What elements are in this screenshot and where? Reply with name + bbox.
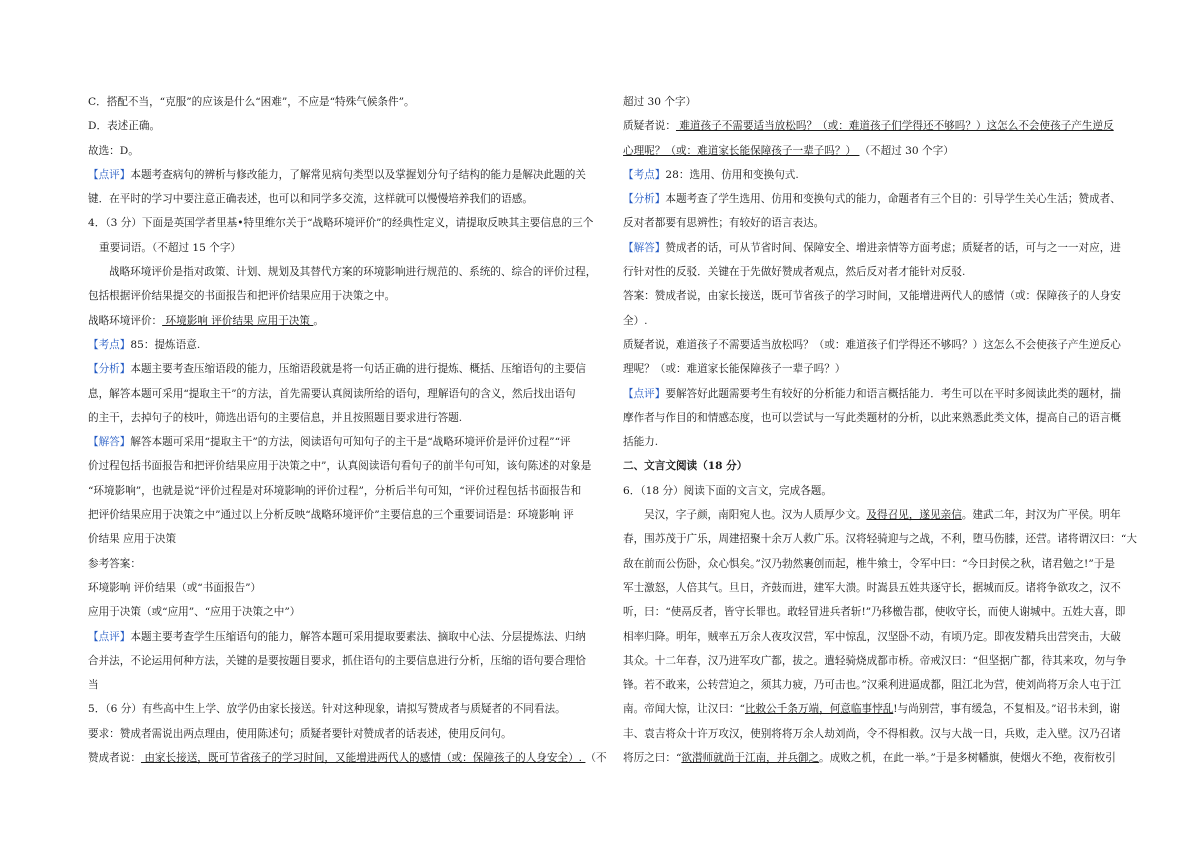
text-line [623, 479, 1133, 503]
text-line [623, 527, 1137, 551]
text-line [88, 625, 598, 649]
text-segment: 本题考查了学生选用、仿用和变换句式的能力，命题者有三个目的：引导学生关心生活；赞成者、 [665, 193, 1121, 206]
text-line [88, 649, 598, 673]
text-segment: 的主干，去掉句子的枝叶，筛选出语句的主要信息，并且按照题目要求进行答题. [88, 411, 463, 424]
text-line [623, 722, 1133, 746]
text-segment: 行针对性的反驳．关键在于先做好赞成者观点，然后反对者才能针对反驳. [623, 266, 966, 279]
text-line [623, 309, 1133, 333]
underlined-text: 由家长接送，既可节省孩子的学习时间，又能增进两代人的感情（或：保障孩子的人身安全）. [140, 752, 586, 765]
text-segment: 相率归降。明年，贼率五万余人夜攻汉营，军中惊乱，汉坚卧不动，有顷乃定。即夜发精兵出营突击，大破 [623, 630, 1121, 643]
text-segment: “环境影响”，也就是说“评价过程是对环境影响的评价过程”，分析后半句可知，“评价过程包括书面报告和 [88, 484, 582, 497]
section-tag: 【点评】 [88, 168, 131, 181]
section-tag: 【分析】 [88, 363, 131, 376]
text-segment: 键．在平时的学习中要注意正确表述，也可以和同学多交流，这样就可以慢慢培养我们的语感。 [88, 193, 533, 206]
text-line [623, 625, 1133, 649]
text-line [623, 187, 1133, 211]
text-line [623, 406, 1133, 430]
text-segment: D．表述正确。 [88, 120, 161, 133]
text-line [88, 552, 598, 576]
section-tag: 【考点】 [623, 168, 666, 181]
text-segment: 全）. [623, 314, 648, 327]
text-segment: 理呢？（或：难道家长能保障孩子一辈子吗？） [623, 363, 846, 376]
text-line [623, 139, 1133, 163]
text-line [623, 382, 1133, 406]
text-segment: 。建武二年，封汉为广平侯。明年 [961, 509, 1121, 522]
text-segment: 春，围苏茂于广乐，周建招聚十余万人救广乐。汉将轻骑迎与之战，不利，堕马伤膝，还营。诸将谓汉曰：“大 [623, 533, 1137, 546]
text-line [623, 454, 1133, 478]
text-line [623, 746, 1133, 770]
section-tag: 【分析】 [623, 193, 666, 206]
text-line [88, 600, 598, 624]
text-line [623, 211, 1133, 235]
text-line [88, 527, 598, 551]
text-line [88, 333, 598, 357]
text-line [88, 454, 598, 478]
text-line [623, 260, 1133, 284]
section-tag: 【解答】 [623, 241, 666, 254]
text-line [623, 697, 1133, 721]
text-line [623, 576, 1133, 600]
text-line [88, 479, 598, 503]
text-line [623, 673, 1133, 697]
section-tag: 【点评】 [623, 387, 666, 400]
text-segment: 反对者都要有思辨性；有较好的语言表达。 [623, 217, 825, 230]
text-line [623, 552, 1133, 576]
text-segment: 锋。若不敢来，公转营迫之，须其力疲，乃可击也。”汉乘利进逼成都，阻江北为营，使刘尚将万余人屯于江 [623, 679, 1122, 692]
text-segment: 赞成者的话，可从节省时间、保障安全、增进亲情等方面考虑；质疑者的话，可与之一一对应，进 [665, 241, 1121, 254]
underlined-text: 环境影响 评价结果 应用于决策 [162, 314, 314, 327]
text-segment: 85：提炼语意. [130, 338, 201, 351]
text-line [88, 187, 598, 211]
underlined-text: 难道孩子不需要适当放松吗？（或：难道孩子们学得还不够吗？）这怎么不会使孩子产生逆反 [675, 120, 1114, 133]
text-segment: 要解答好此题需要考生有较好的分析能力和语言概括能力．考生可以在平时多阅读此类的题材，揣 [665, 387, 1121, 400]
text-segment: （不超过 30 个字） [859, 144, 954, 157]
text-segment: 4．（3 分）下面是英国学者里基•特里维尔关于“战略环境评价”的经典性定义，请提取反映其主要信息的三个 [88, 217, 594, 230]
text-line [88, 139, 598, 163]
text-segment: （不 [585, 752, 607, 765]
text-segment: 应用于决策（或“应用”、“应用于决策之中”） [88, 606, 301, 619]
text-segment: 要求：赞成者需说出两点理由，使用陈述句；质疑者要针对赞成者的话表述，使用反问句。 [88, 727, 512, 740]
text-segment: 故选：D。 [88, 144, 139, 157]
text-line [88, 309, 598, 333]
text-segment: 本题主要考查学生压缩语句的能力，解答本题可采用提取要素法、摘取中心法、分层提炼法、归纳 [130, 630, 586, 643]
underlined-text: 心理呢？（或：难道家长能保障孩子一辈子吗？） [623, 144, 860, 157]
text-segment: 本题考查病句的辨析与修改能力，了解常见病句类型以及掌握划分句子结构的能力是解决此题的关 [130, 168, 586, 181]
text-line [623, 600, 1133, 624]
text-segment: 摩作者与作目的和情感态度，也可以尝试与一写此类题材的分析，以此来熟悉此类文体，提高自己的语言概 [623, 411, 1121, 424]
text-line [88, 90, 598, 114]
text-line [88, 746, 607, 770]
text-segment: 重要词语。（不超过 15 个字） [99, 241, 242, 254]
text-segment: 赞成者说： [88, 752, 141, 765]
text-segment: 战略环境评价是指对政策、计划、规划及其替代方案的环境影响进行规范的、系统的、综合的评价过程， [109, 266, 597, 279]
text-segment: 南。帝闻大惊，让汉曰：“ [623, 703, 745, 716]
text-segment: 敌在前而公伤卧，众心惧矣。”汉乃勃然裹创而起，椎牛飨士，令军中曰：“今日封侯之秋，诸君勉之!”于是 [623, 557, 1115, 570]
text-line [623, 163, 1133, 187]
text-line [623, 284, 1133, 308]
text-line [88, 114, 598, 138]
text-line [88, 211, 598, 235]
text-line [88, 236, 598, 260]
text-line [623, 430, 1133, 454]
text-segment: 6．（18 分）阅读下面的文言文，完成各题。 [623, 484, 832, 497]
right-column [623, 90, 1137, 770]
text-line [88, 260, 598, 284]
text-segment: 包括根据评价结果提交的书面报告和把评价结果应用于决策之中。 [88, 290, 396, 303]
text-line [88, 697, 598, 721]
section-heading: 二、文言文阅读（18 分） [623, 460, 748, 473]
text-segment: 参考答案： [88, 557, 141, 570]
text-segment: 其众。十二年春，汉乃进军攻广都，拔之。遣轻骑烧成都市桥。帝戒汉曰：“但坚据广都，待其来攻，勿与争 [623, 654, 1127, 667]
text-segment: 5．（6 分）有些高中生上学、放学仍由家长接送。针对这种现象，请拟写赞成者与质疑者的不同看法。 [88, 703, 566, 716]
text-segment: 答案：赞成者说，由家长接送，既可节省孩子的学习时间，又能增进两代人的感情（或：保障孩子的人身安 [623, 290, 1121, 303]
text-segment: 。成败之机，在此一举。”于是多树幡旗，使烟火不绝，夜衔枚引 [819, 752, 1116, 765]
text-line [623, 333, 1133, 357]
text-segment: 超过 30 个字） [623, 96, 697, 108]
text-line [88, 406, 598, 430]
text-segment: 括能力. [623, 436, 659, 449]
text-segment: 听，曰：“使鬲反者，皆守长罪也。敢轻冒进兵者斩!”乃移檄告郡，使收守长，而使人谢城中。五姓大喜，即 [623, 606, 1126, 619]
text-segment: 将厉之曰：“ [623, 752, 682, 765]
text-line [623, 90, 1133, 114]
underlined-text: 欲潜师就尚于江南，并兵御之 [681, 752, 820, 765]
text-segment: 环境影响 评价结果（或“书面报告”） [88, 581, 262, 594]
text-segment: 质疑者说，难道孩子不需要适当放松吗？（或：难道孩子们学得还不够吗？）这怎么不会使孩子产生逆反心 [623, 338, 1121, 351]
text-segment: 价结果 应用于决策 [88, 533, 177, 546]
text-segment: 28：选用、仿用和变换句式. [665, 168, 799, 181]
text-line [88, 382, 598, 406]
text-segment: 。 [313, 314, 324, 327]
text-segment: 合并法，不论运用何种方法，关键的是要按题目要求，抓住语句的主要信息进行分析，压缩的语句要合理恰 [88, 654, 586, 667]
text-segment: 价过程包括书面报告和把评价结果应用于决策之中”，认真阅读语句看句子的前半句可知，该句陈述的对象是 [88, 460, 592, 473]
text-line [623, 114, 1133, 138]
section-tag: 【考点】 [88, 338, 131, 351]
text-segment: 吴汉，字子颜，南阳宛人也。汉为人质厚少文。 [644, 509, 867, 522]
left-column [88, 90, 607, 770]
text-segment: 当 [88, 679, 99, 692]
underlined-text: 比敕公千条万端，何意临事悖乱 [744, 703, 894, 716]
text-line [88, 284, 598, 308]
section-tag: 【点评】 [88, 630, 131, 643]
text-line [88, 503, 598, 527]
underlined-text: 及得召见，遂见亲信 [866, 509, 962, 522]
text-segment: 解答本题可采用“提取主干”的方法，阅读语句可知句子的主干是“战略环境评价是评价过程”“评 [130, 436, 571, 449]
text-line [88, 163, 598, 187]
text-segment: 把评价结果应用于决策之中”通过以上分析反映“战略环境评价”主要信息的三个重要词语是：环境影响 评 [88, 509, 574, 522]
text-line [623, 649, 1133, 673]
text-segment: 息，解答本题可采用“提取主干”的方法，首先需要认真阅读所给的语句，理解语句的含义，然后找出语句 [88, 387, 576, 400]
text-segment: !与尚别营，事有缓急，不复相及。”诏书未到，谢 [893, 703, 1121, 716]
text-line [88, 357, 598, 381]
text-segment: C．搭配不当，“克服”的应该是什么“困难”，不应是“特殊气候条件”。 [88, 96, 415, 108]
text-segment: 战略环境评价： [88, 314, 163, 327]
text-line [88, 430, 598, 454]
section-tag: 【解答】 [88, 436, 131, 449]
text-line [623, 236, 1133, 260]
text-segment: 本题主要考查压缩语段的能力，压缩语段就是将一句话正确的进行提炼、概括、压缩语句的主要信 [130, 363, 586, 376]
text-segment: 质疑者说： [623, 120, 676, 133]
text-line [88, 576, 598, 600]
text-segment: 丰、袁吉将众十许万攻汉，使别将将万余人劫刘尚，令不得相救。汉与大战一日，兵败，走入壁。汉乃召诸 [623, 727, 1121, 740]
text-line [623, 503, 1133, 527]
text-line [623, 357, 1133, 381]
text-line [88, 722, 598, 746]
text-segment: 军士激怒，人倍其气。旦日，齐鼓而进，建军大溃。时嵩县五姓共逐守长，据城而反。诸将争欲攻之，汉不 [623, 581, 1121, 594]
text-line [88, 673, 598, 697]
